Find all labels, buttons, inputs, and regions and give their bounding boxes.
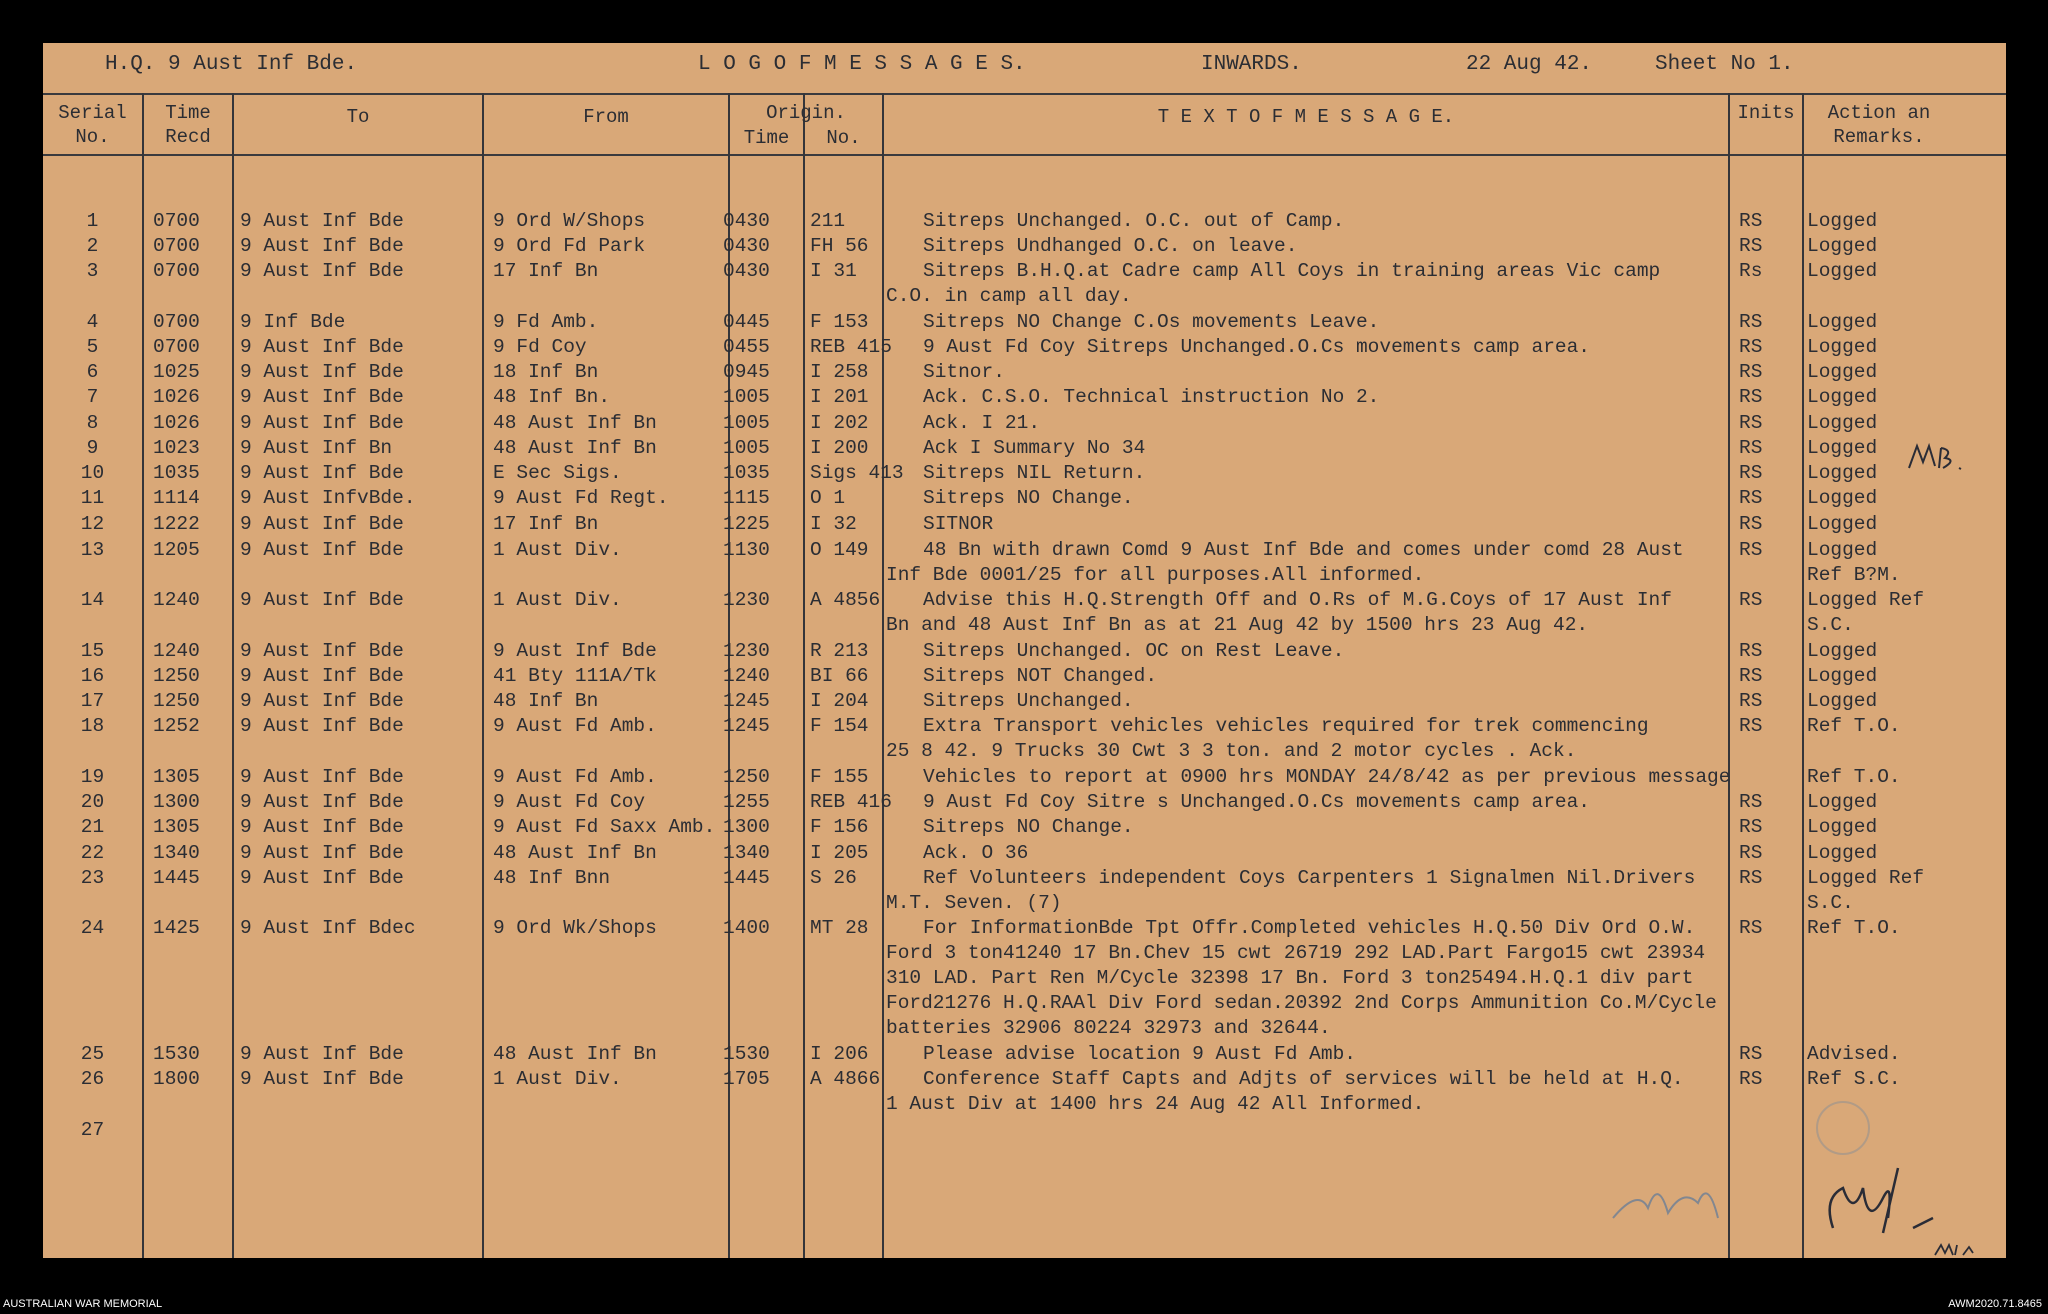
col-time: Time Recd (165, 102, 211, 148)
message-from: 9 Fd Coy (493, 336, 587, 358)
serial-number: 20 (80, 791, 105, 813)
sender-initials: RS (1739, 311, 1763, 333)
serial-number: 13 (80, 539, 105, 561)
serial-number: 15 (80, 640, 105, 662)
message-to: 9 Aust Inf Bde (240, 791, 404, 813)
action-remark: Logged Ref (1807, 867, 1925, 889)
time-received: 1222 (153, 513, 200, 535)
origin-time: 1705 (723, 1068, 770, 1090)
message-to: 9 Aust Inf Bde (240, 1043, 404, 1065)
serial-number: 11 (80, 487, 105, 509)
message-text-line: Sitreps NIL Return. (923, 462, 1146, 484)
time-received: 1250 (153, 665, 200, 687)
time-received: 1300 (153, 791, 200, 813)
column-divider (803, 93, 805, 1258)
action-remark: Logged (1807, 386, 1878, 408)
time-received: 1800 (153, 1068, 200, 1090)
origin-number: I 205 (810, 842, 869, 864)
serial-number: 5 (86, 336, 99, 358)
message-text-line: C.O. in camp all day. (886, 285, 1132, 307)
action-remark: Ref B?M. (1807, 564, 1901, 586)
origin-number: S 26 (810, 867, 857, 889)
origin-number: R 213 (810, 640, 869, 662)
serial-number: 1 (86, 210, 99, 232)
sender-initials: RS (1739, 539, 1763, 561)
message-text-line: Extra Transport vehicles vehicles required for trek commencing (923, 715, 1649, 737)
origin-number: MT 28 (810, 917, 869, 939)
origin-time: 0445 (723, 311, 770, 333)
message-to: 9 Aust Inf Bde (240, 513, 404, 535)
message-text-line: Sitreps NO Change. (923, 487, 1134, 509)
message-text-line: Vehicles to report at 0900 hrs MONDAY 24/8/42 as per previous message (923, 766, 1731, 788)
origin-number: REB 415 (810, 336, 892, 358)
message-text-line: 9 Aust Fd Coy Sitre s Unchanged.O.Cs movements camp area. (923, 791, 1591, 813)
message-from: 1 Aust Div. (493, 1068, 622, 1090)
direction-label: INWARDS. (1201, 53, 1302, 76)
time-received: 1026 (153, 386, 200, 408)
origin-number: F 154 (810, 715, 869, 737)
col-inits: Inits (1737, 102, 1795, 124)
message-to: 9 Aust Inf Bn (240, 437, 393, 459)
sender-initials: RS (1739, 640, 1763, 662)
time-received: 1252 (153, 715, 200, 737)
origin-number: F 153 (810, 311, 869, 333)
serial-number: 21 (80, 816, 105, 838)
time-received: 1025 (153, 361, 200, 383)
message-from: 9 Aust Fd Regt. (493, 487, 669, 509)
time-received: 1445 (153, 867, 200, 889)
message-to: 9 Aust Inf Bde (240, 842, 404, 864)
action-remark: Logged (1807, 260, 1878, 282)
col-from: From (583, 106, 629, 128)
origin-number: F 156 (810, 816, 869, 838)
sender-initials: RS (1739, 210, 1763, 232)
sender-initials: RS (1739, 791, 1763, 813)
origin-time: 0430 (723, 235, 770, 257)
sender-initials: RS (1739, 690, 1763, 712)
action-remark: Logged (1807, 487, 1878, 509)
message-from: 9 Aust Fd Amb. (493, 766, 657, 788)
sender-initials: RS (1739, 235, 1763, 257)
origin-number: I 202 (810, 412, 869, 434)
message-from: 48 Inf Bn (493, 690, 599, 712)
origin-time: 1340 (723, 842, 770, 864)
serial-number: 19 (80, 766, 105, 788)
action-remark: Logged (1807, 235, 1878, 257)
origin-number: A 4866 (810, 1068, 881, 1090)
message-to: 9 Aust Inf Bde (240, 462, 404, 484)
sender-initials: Rs (1739, 260, 1763, 282)
origin-time: 1005 (723, 412, 770, 434)
col-text: T E X T O F M E S S A G E. (1157, 106, 1455, 128)
time-received: 1240 (153, 640, 200, 662)
faded-signature-icon (1608, 1168, 1728, 1228)
origin-number: I 31 (810, 260, 857, 282)
time-received: 1240 (153, 589, 200, 611)
message-text-line: 310 LAD. Part Ren M/Cycle 32398 17 Bn. Ford 3 ton25494.H.Q.1 div part (886, 967, 1694, 989)
time-received: 1305 (153, 766, 200, 788)
message-to: 9 Aust Inf Bde (240, 665, 404, 687)
origin-time: 0430 (723, 260, 770, 282)
origin-time: 1230 (723, 589, 770, 611)
serial-number: 12 (80, 513, 105, 535)
message-from: 9 Aust Fd Coy (493, 791, 646, 813)
message-to: 9 Aust Inf Bdec (240, 917, 416, 939)
sender-initials: RS (1739, 386, 1763, 408)
origin-time: 1530 (723, 1043, 770, 1065)
message-to: 9 Aust Inf Bde (240, 1068, 404, 1090)
message-text-line: batteries 32906 80224 32973 and 32644. (886, 1017, 1331, 1039)
serial-number: 8 (86, 412, 99, 434)
origin-number: O 149 (810, 539, 869, 561)
time-received: 0700 (153, 210, 200, 232)
origin-time: 1230 (723, 640, 770, 662)
message-to: 9 Aust InfvBde. (240, 487, 416, 509)
message-from: 17 Inf Bn (493, 260, 599, 282)
origin-number: Sigs 413 (810, 462, 904, 484)
time-received: 0700 (153, 260, 200, 282)
message-text-line: 25 8 42. 9 Trucks 30 Cwt 3 3 ton. and 2 motor cycles . Ack. (886, 740, 1577, 762)
serial-number: 23 (80, 867, 105, 889)
origin-time: 1115 (723, 487, 770, 509)
column-divider (142, 93, 144, 1258)
sender-initials: RS (1739, 589, 1763, 611)
origin-number: I 206 (810, 1043, 869, 1065)
message-text-line: Sitreps NO Change. (923, 816, 1134, 838)
time-received: 0700 (153, 235, 200, 257)
action-remark: Logged (1807, 361, 1878, 383)
serial-number: 10 (80, 462, 105, 484)
time-received: 1205 (153, 539, 200, 561)
origin-time: 0945 (723, 361, 770, 383)
sheet-date: 22 Aug 42. (1466, 53, 1593, 76)
origin-time: 1300 (723, 816, 770, 838)
message-text-line: Advise this H.Q.Strength Off and O.Rs of M.G.Coys of 17 Aust Inf (923, 589, 1672, 611)
message-from: 17 Inf Bn (493, 513, 599, 535)
origin-time: 1225 (723, 513, 770, 535)
time-received: 1305 (153, 816, 200, 838)
message-text-line: Sitreps NOT Changed. (923, 665, 1158, 687)
message-text-line: Sitreps B.H.Q.at Cadre camp All Coys in training areas Vic camp (923, 260, 1661, 282)
serial-number: 18 (80, 715, 105, 737)
message-to: 9 Aust Inf Bde (240, 589, 404, 611)
message-to: 9 Aust Inf Bde (240, 539, 404, 561)
sender-initials: RS (1739, 487, 1763, 509)
serial-number: 9 (86, 437, 99, 459)
serial-number: 26 (80, 1068, 105, 1090)
sender-initials: RS (1739, 665, 1763, 687)
action-remark: Logged (1807, 462, 1878, 484)
message-to: 9 Aust Inf Bde (240, 816, 404, 838)
message-from: 41 Bty 111A/Tk (493, 665, 657, 687)
message-text-line: Ford21276 H.Q.RAAl Div Ford sedan.20392 2nd Corps Ammunition Co.M/Cycle (886, 992, 1717, 1014)
message-text-line: SITNOR (923, 513, 994, 535)
serial-number: 6 (86, 361, 99, 383)
message-to: 9 Inf Bde (240, 311, 346, 333)
action-remark: Logged (1807, 336, 1878, 358)
origin-time: 1445 (723, 867, 770, 889)
message-from: 48 Inf Bnn (493, 867, 611, 889)
message-text-line: Conference Staff Capts and Adjts of services will be held at H.Q. (923, 1068, 1684, 1090)
origin-time: 1240 (723, 665, 770, 687)
message-text-line: Bn and 48 Aust Inf Bn as at 21 Aug 42 by 1500 hrs 23 Aug 42. (886, 614, 1589, 636)
origin-time: 0455 (723, 336, 770, 358)
time-received: 1023 (153, 437, 200, 459)
message-text-line: Sitreps Undhanged O.C. on leave. (923, 235, 1298, 257)
col-action: Action an Remarks. (1827, 102, 1931, 148)
origin-number: I 204 (810, 690, 869, 712)
origin-number: I 32 (810, 513, 857, 535)
message-text-line: Ack. C.S.O. Technical instruction No 2. (923, 386, 1380, 408)
message-to: 9 Aust Inf Bde (240, 690, 404, 712)
message-from: 48 Aust Inf Bn (493, 842, 657, 864)
sender-initials: RS (1739, 1068, 1763, 1090)
message-text-line: Ack. O 36 (923, 842, 1029, 864)
message-from: 9 Ord W/Shops (493, 210, 646, 232)
action-remark: Logged (1807, 842, 1878, 864)
sender-initials: RS (1739, 816, 1763, 838)
origin-time: 1035 (723, 462, 770, 484)
time-received: 1114 (153, 487, 200, 509)
message-text-line: Ack I Summary No 34 (923, 437, 1146, 459)
column-divider (1802, 93, 1804, 1258)
log-sheet (43, 43, 2006, 1258)
time-received: 1026 (153, 412, 200, 434)
origin-number: A 4856 (810, 589, 881, 611)
message-text-line: Sitreps NO Change C.Os movements Leave. (923, 311, 1380, 333)
serial-number: 17 (80, 690, 105, 712)
sender-initials: RS (1739, 1043, 1763, 1065)
message-to: 9 Aust Inf Bde (240, 260, 404, 282)
sender-initials: RS (1739, 842, 1763, 864)
message-text-line: 48 Bn with drawn Comd 9 Aust Inf Bde and comes under comd 28 Aust (923, 539, 1684, 561)
message-text-line: Sitreps Unchanged. OC on Rest Leave. (923, 640, 1345, 662)
message-to: 9 Aust Inf Bde (240, 640, 404, 662)
message-text-line: Sitreps Unchanged. O.C. out of Camp. (923, 210, 1345, 232)
message-from: 9 Ord Fd Park (493, 235, 646, 257)
origin-time: 1250 (723, 766, 770, 788)
sender-initials: RS (1739, 437, 1763, 459)
action-remark: Logged (1807, 690, 1878, 712)
message-to: 9 Aust Inf Bde (240, 766, 404, 788)
message-from: 9 Fd Amb. (493, 311, 599, 333)
origin-number: REB 416 (810, 791, 892, 813)
faded-stamp-icon (1803, 1093, 1883, 1163)
origin-time: 1255 (723, 791, 770, 813)
time-received: 1035 (153, 462, 200, 484)
document-title: L O G O F M E S S A G E S. (698, 53, 1026, 76)
message-from: 9 Aust Fd Amb. (493, 715, 657, 737)
sender-initials: RS (1739, 917, 1763, 939)
message-text-line: For InformationBde Tpt Offr.Completed vehicles H.Q.50 Div Ord O.W. (923, 917, 1696, 939)
serial-number: 24 (80, 917, 105, 939)
action-remark: Logged (1807, 791, 1878, 813)
col-origin: Origin. (766, 102, 846, 124)
handwritten-initials-icon (1933, 1243, 1993, 1258)
action-remark: S.C. (1807, 614, 1854, 636)
message-to: 9 Aust Inf Bde (240, 412, 404, 434)
message-to: 9 Aust Inf Bde (240, 336, 404, 358)
message-text-line: Sitreps Unchanged. (923, 690, 1134, 712)
action-remark: Logged (1807, 640, 1878, 662)
action-remark: Logged (1807, 437, 1878, 459)
serial-number: 22 (80, 842, 105, 864)
action-remark: Ref T.O. (1807, 715, 1901, 737)
action-remark: Advised. (1807, 1043, 1901, 1065)
unit-heading: H.Q. 9 Aust Inf Bde. (105, 53, 358, 76)
sender-initials: RS (1739, 361, 1763, 383)
origin-time: 1245 (723, 690, 770, 712)
action-remark: Logged Ref (1807, 589, 1925, 611)
message-text-line: Ack. I 21. (923, 412, 1041, 434)
message-from: E Sec Sigs. (493, 462, 622, 484)
message-to: 9 Aust Inf Bde (240, 210, 404, 232)
sender-initials: RS (1739, 412, 1763, 434)
message-from: 9 Aust Fd Saxx Amb. (493, 816, 716, 838)
message-text-line: 9 Aust Fd Coy Sitreps Unchanged.O.Cs movements camp area. (923, 336, 1591, 358)
handwritten-initials-icon (1903, 438, 1993, 478)
serial-number: 27 (80, 1119, 105, 1141)
origin-number: I 258 (810, 361, 869, 383)
archive-reference: AWM2020.71.8465 (1948, 1298, 2042, 1310)
header-bottom-rule (43, 154, 2006, 156)
time-received: 1425 (153, 917, 200, 939)
message-text-line: Sitnor. (923, 361, 1005, 383)
message-text-line: M.T. Seven. (7) (886, 892, 1062, 914)
archive-credit: AUSTRALIAN WAR MEMORIAL (3, 1298, 163, 1310)
sender-initials: RS (1739, 867, 1763, 889)
origin-number: I 201 (810, 386, 869, 408)
origin-time: 1005 (723, 386, 770, 408)
sender-initials: RS (1739, 715, 1763, 737)
time-received: 1530 (153, 1043, 200, 1065)
message-from: 18 Inf Bn (493, 361, 599, 383)
time-received: 0700 (153, 336, 200, 358)
serial-number: 7 (86, 386, 99, 408)
origin-time: 1400 (723, 917, 770, 939)
message-text-line: 1 Aust Div at 1400 hrs 24 Aug 42 All Informed. (886, 1093, 1425, 1115)
origin-time: 0430 (723, 210, 770, 232)
message-to: 9 Aust Inf Bde (240, 867, 404, 889)
time-received: 0700 (153, 311, 200, 333)
sender-initials: RS (1739, 462, 1763, 484)
action-remark: Logged (1807, 665, 1878, 687)
message-from: 48 Inf Bn. (493, 386, 611, 408)
origin-time: 1245 (723, 715, 770, 737)
message-text-line: Ref Volunteers independent Coys Carpenters 1 Signalmen Nil.Drivers (923, 867, 1696, 889)
action-remark: Logged (1807, 210, 1878, 232)
sender-initials: RS (1739, 513, 1763, 535)
col-to: To (346, 106, 370, 128)
col-origin-time: Time (743, 127, 790, 149)
origin-number: FH 56 (810, 235, 869, 257)
message-text-line: Ford 3 ton41240 17 Bn.Chev 15 cwt 26719 292 LAD.Part Fargo15 cwt 23934 (886, 942, 1706, 964)
message-to: 9 Aust Inf Bde (240, 361, 404, 383)
serial-number: 25 (80, 1043, 105, 1065)
message-from: 9 Ord Wk/Shops (493, 917, 657, 939)
action-remark: Ref T.O. (1807, 917, 1901, 939)
column-divider (482, 93, 484, 1258)
action-remark: Logged (1807, 311, 1878, 333)
action-remark: Ref S.C. (1807, 1068, 1901, 1090)
column-divider (882, 93, 884, 1258)
header-top-rule (43, 93, 2006, 95)
column-divider (1728, 93, 1730, 1258)
sheet-number: Sheet No 1. (1655, 53, 1794, 76)
origin-number: O 1 (810, 487, 846, 509)
action-remark: S.C. (1807, 892, 1854, 914)
message-to: 9 Aust Inf Bde (240, 386, 404, 408)
message-from: 48 Aust Inf Bn (493, 437, 657, 459)
col-origin-no: No. (826, 127, 861, 149)
message-from: 48 Aust Inf Bn (493, 1043, 657, 1065)
serial-number: 16 (80, 665, 105, 687)
action-remark: Ref T.O. (1807, 766, 1901, 788)
serial-number: 3 (86, 260, 99, 282)
origin-time: 1005 (723, 437, 770, 459)
message-text-line: Inf Bde 0001/25 for all purposes.All informed. (886, 564, 1425, 586)
col-serial: Serial No. (58, 102, 127, 148)
message-to: 9 Aust Inf Bde (240, 715, 404, 737)
origin-time: 1130 (723, 539, 770, 561)
sender-initials: RS (1739, 336, 1763, 358)
message-from: 1 Aust Div. (493, 539, 622, 561)
handwritten-signature-icon (1813, 1158, 1963, 1238)
message-from: 9 Aust Inf Bde (493, 640, 657, 662)
message-from: 48 Aust Inf Bn (493, 412, 657, 434)
origin-number: 211 (810, 210, 846, 232)
time-received: 1250 (153, 690, 200, 712)
time-received: 1340 (153, 842, 200, 864)
action-remark: Logged (1807, 539, 1878, 561)
action-remark: Logged (1807, 412, 1878, 434)
origin-number: BI 66 (810, 665, 869, 687)
serial-number: 2 (86, 235, 99, 257)
message-from: 1 Aust Div. (493, 589, 622, 611)
origin-number: F 155 (810, 766, 869, 788)
serial-number: 14 (80, 589, 105, 611)
message-text-line: Please advise location 9 Aust Fd Amb. (923, 1043, 1356, 1065)
serial-number: 4 (86, 311, 99, 333)
column-divider (232, 93, 234, 1258)
origin-number: I 200 (810, 437, 869, 459)
action-remark: Logged (1807, 816, 1878, 838)
action-remark: Logged (1807, 513, 1878, 535)
message-to: 9 Aust Inf Bde (240, 235, 404, 257)
